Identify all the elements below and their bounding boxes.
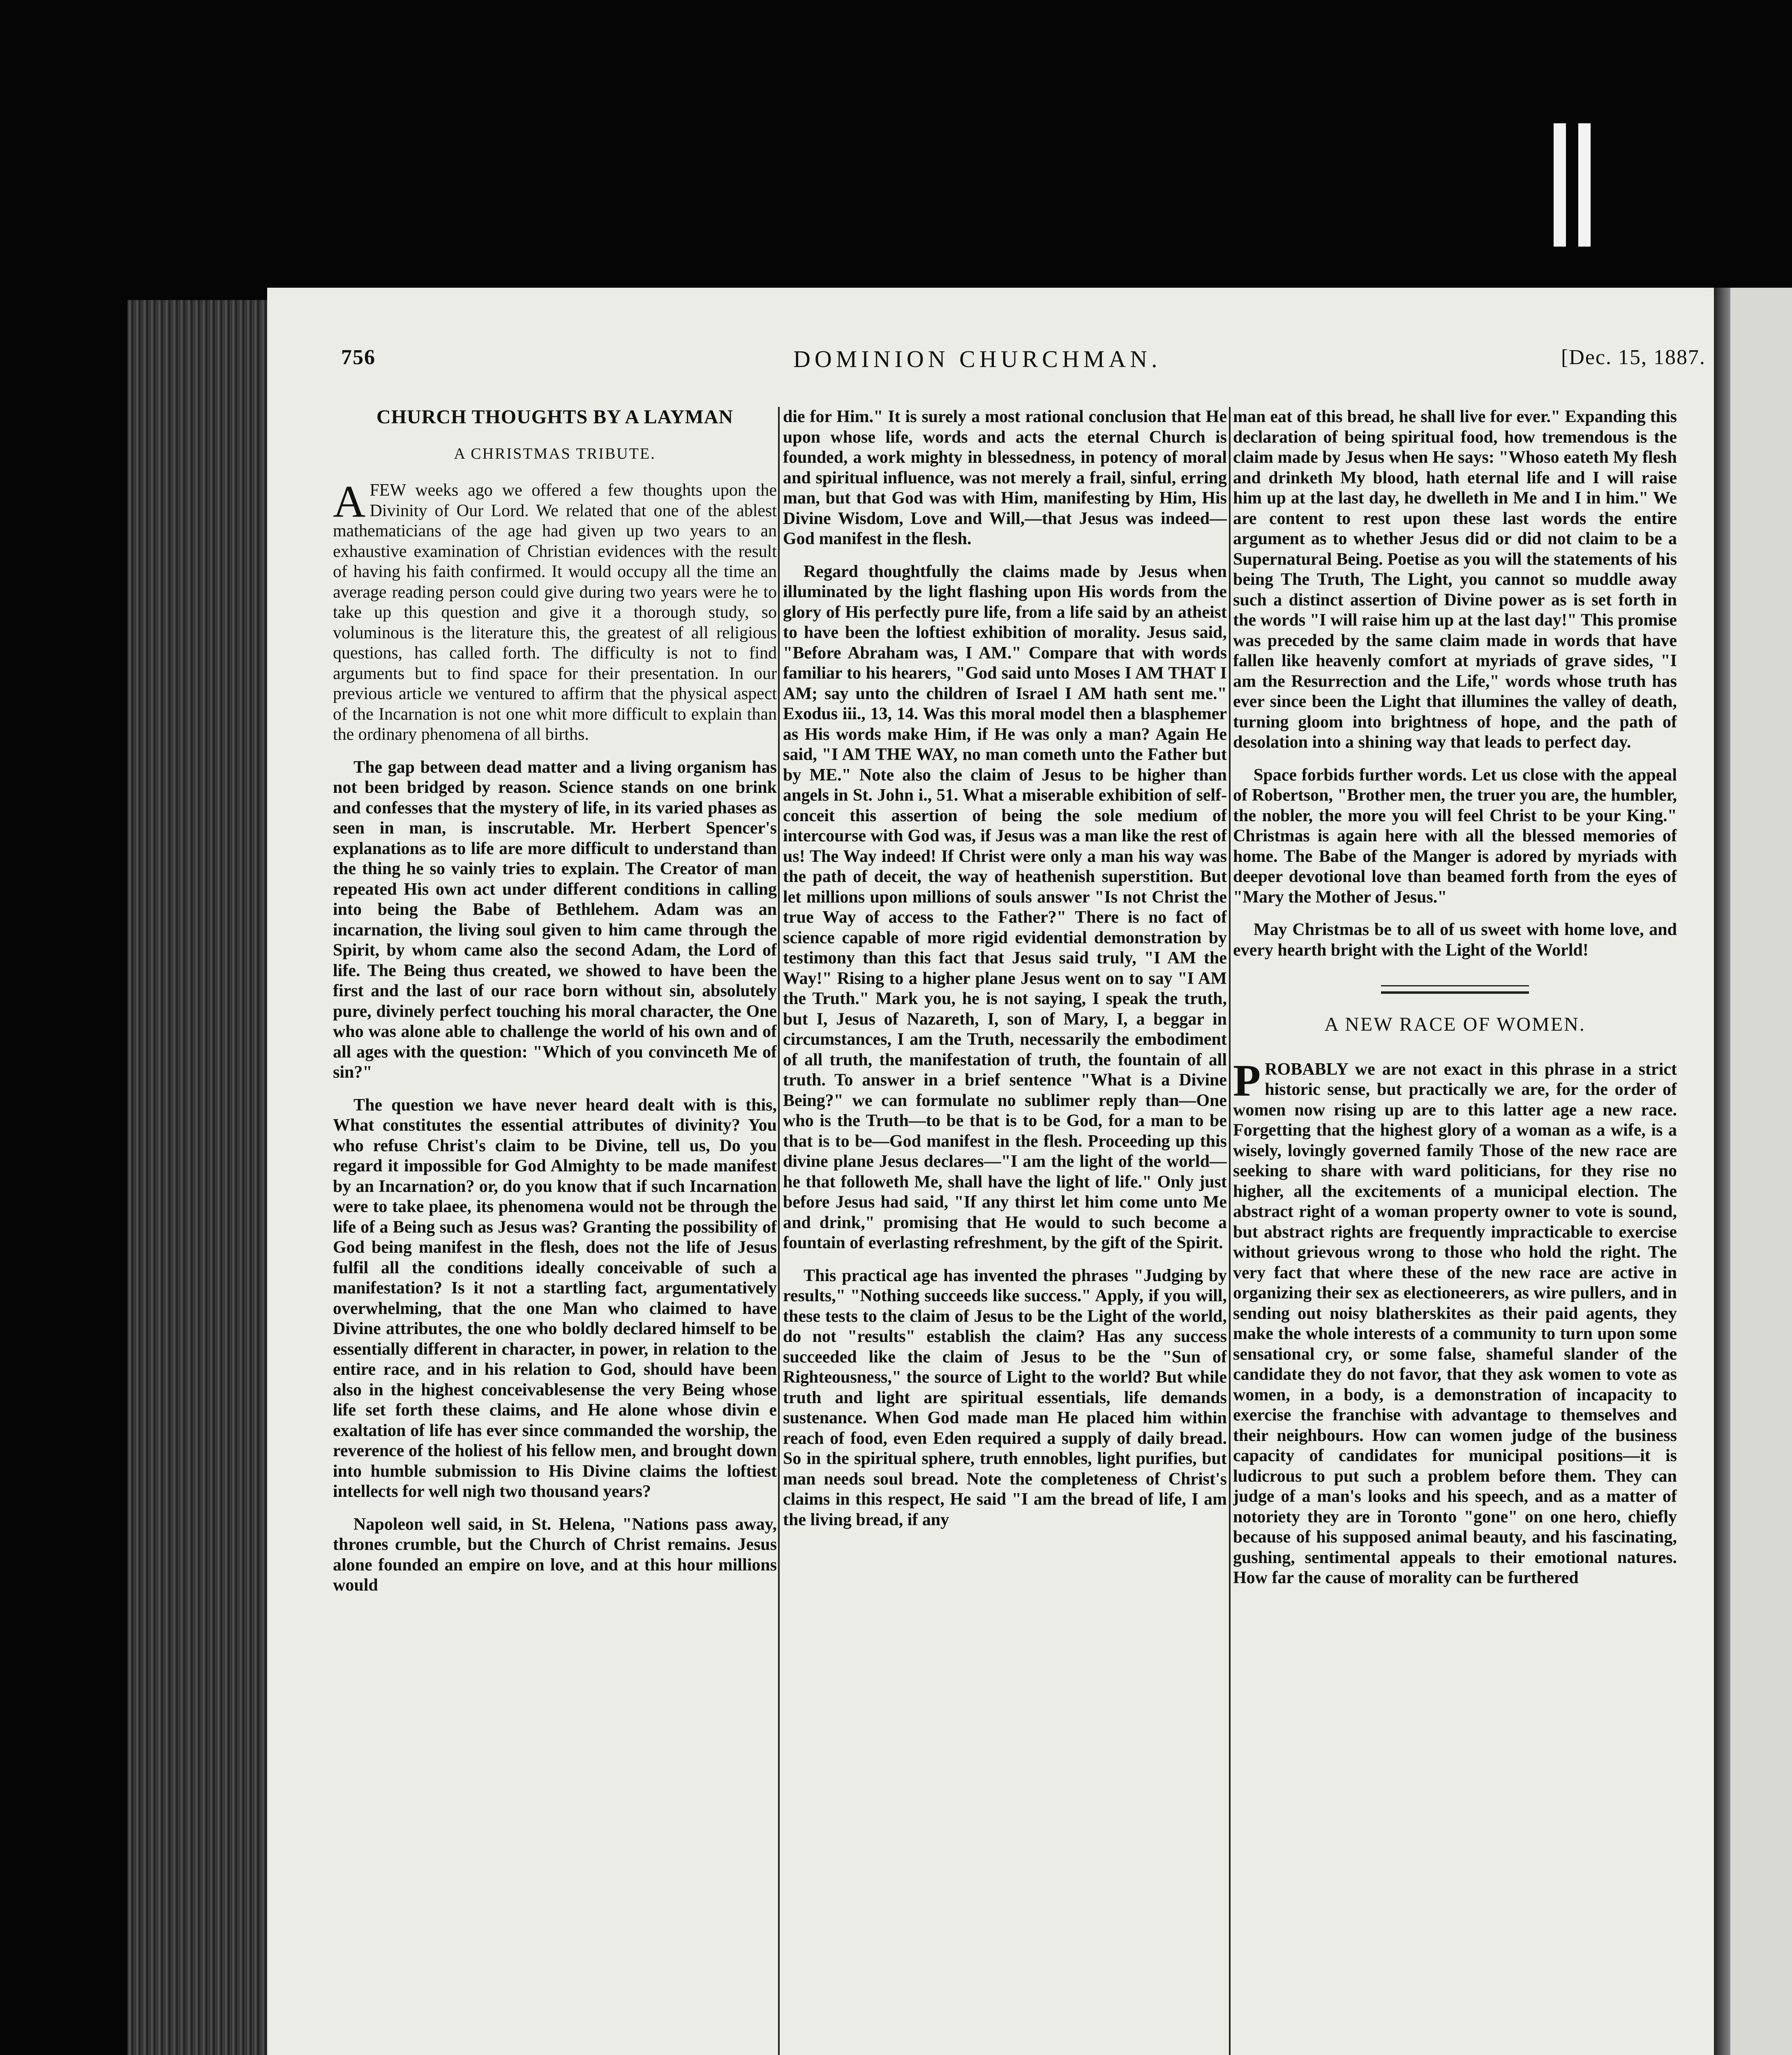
drop-cap: P: [1233, 1055, 1261, 1106]
article-paragraph: The gap between dead matter and a living organism has not been bridged by reason. Science stands on one brink and confesses that the mystery of life, in its varied phases as seen in man, is inscrutable. Mr. Herbert Spencer's explanations as to life are more difficult to understand than the thing he so vainly tries to explain. The Creator of man repeated His own act under different conditions in calling into being the Babe of Bethlehem. Adam was an incarnation, the living soul given to him came through the Spirit, by whom came also the second Adam, the Lord of life. The Being thus created, we showed to have been the first and the last of our race born without sin, absolutely pure, divinely perfect touching his moral character, the One who was alone able to challenge the world of his own and of all ages with the question: "Which of you convinceth Me of sin?": [333, 757, 777, 1082]
article-paragraph: die for Him." It is surely a most rational conclusion that He upon whose life, words and acts the eternal Church is founded, a work mighty in blessedness, in potency of moral and spiritual influence, was not merely a frail, sinful, erring man, but that God was with Him, manifesting by Him, His Divine Wisdom, Love and Will,—that Jesus was indeed—God manifest in the flesh.: [783, 407, 1227, 548]
newspaper-page: [267, 288, 1714, 2055]
article-paragraph: [333, 476, 777, 745]
article-paragraph: Space forbids further words. Let us close with the appeal of Robertson, "Brother men, the truer you are, the humbler, the nobler, the more you will feel Christ to be your King." Christmas is again here with all the blessed memories of home. The Babe of the Manger is adored by myriads with deeper devotional love than beamed forth from the eyes of "Mary the Mother of Jesus.": [1233, 765, 1677, 907]
article-subtitle: A CHRISTMAS TRIBUTE.: [454, 445, 656, 462]
section-divider: [1381, 985, 1529, 994]
page-header: [341, 345, 1706, 386]
column-1: [333, 407, 777, 2055]
drop-cap: A: [333, 476, 366, 526]
page-number: 756: [341, 346, 376, 369]
book-page-edges: [127, 300, 267, 2055]
masthead: DOMINION CHURCHMAN.: [793, 346, 1162, 372]
column-3: [1233, 407, 1677, 2055]
column-rule-2: [1229, 407, 1231, 2055]
article-paragraph: This practical age has invented the phrases "Judging by results," "Nothing succeeds like success." Apply, if you will, these tests to the claim of Jesus to be the Light of the world, do not "results" establish the claim? Has any success succeeded like the claim of Jesus to be the "Sun of Righteousness," the source of Light to the world? But while truth and light are spiritual essentials, life demands sustenance. When God made man He placed him within reach of food, even Eden required a supply of daily bread. So in the spiritual sphere, truth ennobles, light purifies, but man needs soul bread. Note the completeness of Christ's claims in this respect, He said "I am the bread of life, I am the living bread, if any: [783, 1266, 1227, 1529]
article-paragraph: man eat of this bread, he shall live for ever." Expanding this declaration of being spiritual food, how tremendous is the claim made by Jesus when He says: "Whoso eateth My flesh and drinketh My blood, hath eternal life and I will raise him up at the last day, he dwelleth in Me and I in him." We are content to rest upon these last words the entire argument as to whether Jesus did or did not claim to be a Supernatural Being. Poetise as you will the statements of his being The Truth, The Light, you cannot so muddle away such a distinct assertion of Divine power as is set forth in the words "I will raise him up at the last day!" This promise was preceded by the same claim made in words that have fallen like heavenly comfort at myriads of grave sides, "I am the Resurrection and the Life," words whose truth has ever since been the Light that illumines the valley of death, turning gloom into brightness of hope, and the path of desolation into a shining way that leads to perfect day.: [1233, 407, 1677, 752]
top-binding-bar-left: [1554, 123, 1566, 247]
column-rule-1: [778, 407, 780, 2055]
paragraph-text: FEW weeks ago we offered a few thoughts upon the Divinity of Our Lord. We related that one of the ablest mathematicians of the age had given up two years to an exhaustive examination of Christian evidences with the result of having his faith confirmed. It would occupy all the time an average reading person could give during two years were he to take up this question and give it a thorough study, so voluminous is the literature this, the greatest of all religious questions, has called forth. The difficulty is not to find arguments but to find space for their presentation. In our previous article we ventured to affirm that the physical aspect of the Incarnation is not one whit more difficult to explain than the ordinary phenomena of all births.: [333, 481, 777, 744]
article-paragraph: Napoleon well said, in St. Helena, "Nations pass away, thrones crumble, but the Church of Christ remains. Jesus alone founded an empire on love, and at this hour millions would: [333, 1515, 777, 1595]
article-title: CHURCH THOUGHTS BY A LAYMAN: [376, 407, 734, 428]
top-binding-bar-right: [1578, 123, 1591, 247]
article-title: A NEW RACE OF WOMEN.: [1324, 1014, 1586, 1035]
paragraph-text: ROBABLY we are not exact in this phrase in a strict historic sense, but practically we are, for the order of women now rising up are to this latter age a new race. Forgetting that the highest glory of a woman as a wife, is a wisely, lovingly governed family Those of the new race are seeking to share with ward politicians, for they rise no higher, all the excitements of a municipal election. The abstract right of a woman property owner to vote is sound, but abstract rights are frequently impracticable to exercise without grievous wrong to those who hold the right. The very fact that where these of the new race are active in organizing their sex as electioneerers, as wire pullers, and in sending out noisy blatherskites as their paid agents, they make the whole interests of a community to turn upon some sensational cry, or some false, shameful slander of the candidate they do not favor, that they ask women to vote as women, in a body, is a demonstration of incapacity to exercise the franchise with advantage to themselves and their neighbours. How can women judge of the business capacity of candidates for municipal positions—it is ludicrous to put such a problem before them. They can judge of a man's looks and his speech, and as a matter of notoriety they are in Toronto "gone" on one hero, chiefly because of his supposed animal beauty, and his fascinating, gushing, sentimental appeals to their emotional natures. How far the cause of morality can be furthered: [1233, 1060, 1677, 1587]
article-paragraph: [1233, 1055, 1677, 1589]
issue-date: [Dec. 15, 1887.: [1561, 346, 1706, 369]
column-2: [783, 407, 1227, 2055]
article-paragraph: Regard thoughtfully the claims made by Jesus when illuminated by the light flashing upon His words from the glory of His perfectly pure life, from a life said by an atheist to have been the loftiest exhibition of morality. Jesus said, "Before Abraham was, I AM." Compare that with words familiar to his hearers, "God said unto Moses I AM THAT I AM; say unto the children of Israel I AM hath sent me." Exodus iii., 13, 14. Was this moral model then a blasphemer as His words make Him, if He was only a man? Again He said, "I AM THE WAY, no man cometh unto the Father but by ME." Note also the claim of Jesus to be higher than angels in St. John i., 51. What a miserable exhibition of self-conceit this assertion of being the sole medium of intercourse with God was, if Jesus was a man like the rest of us! The Way indeed! If Christ were only a man his way was the path of deceit, the way of heathenish superstition. But let millions upon millions of souls answer "Is not Christ the true Way of access to the Father?" There is no fact of science capable of more rigid evidential demonstration by testimony than this fact that Jesus said truly, "I AM the Way!" Rising to a higher plane Jesus went on to say "I AM the Truth." Mark you, he is not saying, I speak the truth, but I, Jesus of Nazareth, I, son of Mary, I, a beggar in circumstances, I am the Truth, necessarily the embodiment of all truth, the manifestation of truth, the fountain of all truth. To answer in a brief sentence "What is a Divine Being?" we can formulate no sublimer reply than—One who is the Truth—to be that is to be God, for a man to be that is to be—God manifest in the flesh. Proceeding up this divine plane Jesus declares—"I am the light of the world—he that followeth Me, shall have the light of life." Only just before Jesus had said, "If any thirst let him come unto Me and drink," promising that He would to such become a fountain of everlasting refreshment, by the gift of the Spirit.: [783, 562, 1227, 1252]
adjacent-page-strip: [1714, 288, 1792, 2055]
article-paragraph: May Christmas be to all of us sweet with home love, and every hearth bright with the Light of the World!: [1233, 920, 1677, 960]
article-paragraph: The question we have never heard dealt with is this, What constitutes the essential attributes of divinity? You who refuse Christ's claim to be Divine, tell us, Do you regard it impossible for God Almighty to be made manifest by an Incarnation? or, do you know that if such Incarnation were to take plaee, its phenomena would not be through the life of a Being such as Jesus was? Granting the possibility of God being manifest in the flesh, does not the life of Jesus fulfil all the conditions ideally conceivable of such a manifestation? Is it not a startling fact, argumentatively overwhelming, that the one Man who claimed to have Divine attributes, the one who boldly declared himself to be essentially different in character, in power, in relation to the entire race, and in his relation to God, should have been also in the highest conceivablesense the very Being whose life set forth these claims, and He alone whose divin e exaltation of life has ever since commanded the worship, the reverence of the holiest of his fellow men, and brought down into humble submission to His Divine claims the loftiest intellects for well nigh two thousand years?: [333, 1095, 777, 1501]
